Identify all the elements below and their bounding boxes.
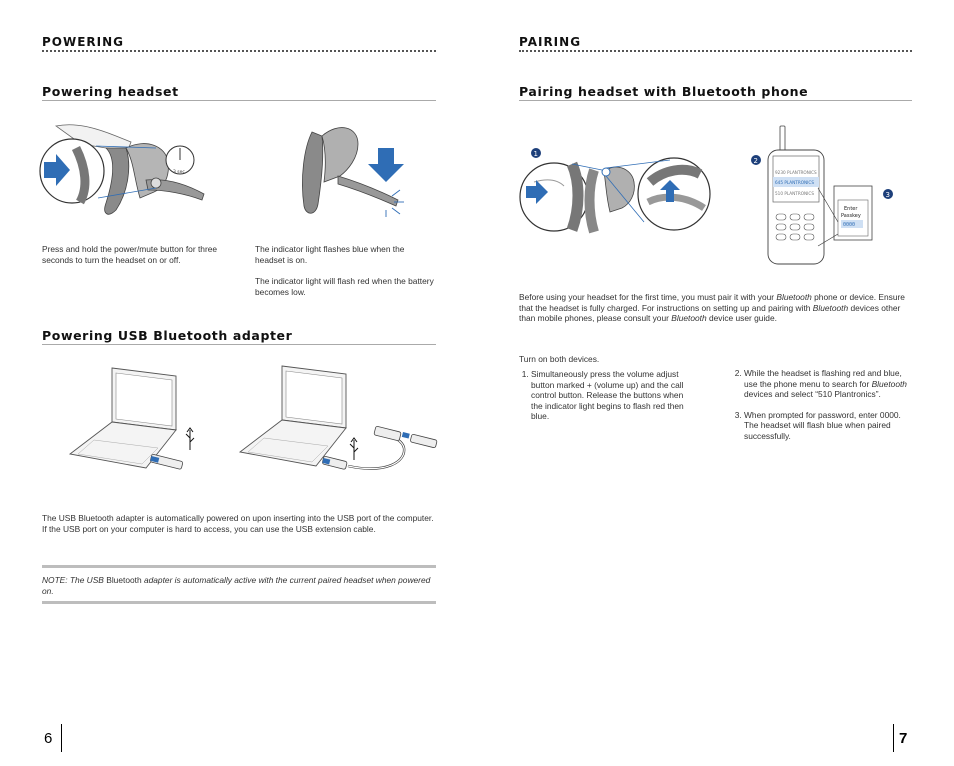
subsection-rule xyxy=(519,100,912,101)
subsection-rule xyxy=(42,100,436,101)
illustration-press-power-button xyxy=(36,118,241,238)
phone-list-item-1: 9230 PLANTRONICS xyxy=(775,170,817,175)
subsection-rule xyxy=(42,344,436,345)
intro-bluetooth-2: Bluetooth xyxy=(812,302,849,313)
section-title-pairing: PAIRING xyxy=(519,35,582,49)
illustration-phone-pairing xyxy=(748,122,898,267)
pairing-step-1: 1. Simultaneously press the volume adjust button marked + (volume up) and the call control button. Release the buttons when the indicator light begins to flash red then blue. xyxy=(531,369,689,422)
step2-bluetooth: Bluetooth xyxy=(871,378,907,389)
intro-bluetooth-3: Bluetooth xyxy=(671,313,707,324)
usb-note xyxy=(42,575,436,596)
subsection-title-powering-headset: Powering headset xyxy=(42,84,179,99)
phone-passkey-code: 0000 xyxy=(843,222,856,228)
intro-text-g: device user guide. xyxy=(706,313,777,324)
timer-label: 3 sec xyxy=(173,170,185,175)
phone-list-item-2: 645 PLANTRONICS xyxy=(775,180,814,185)
note-bottom-bar xyxy=(42,601,436,604)
illustration-headset-indicator xyxy=(282,118,412,223)
page-number-left: 6 xyxy=(44,730,53,747)
phone-list-item-3: 510 PLANTRONICS xyxy=(775,191,814,196)
intro-text-c: phone or device. Ensure that the headset is fully charged. For instructions on setting up and pairing with xyxy=(519,292,905,313)
page-number-right: 7 xyxy=(899,730,908,747)
note-prefix: NOTE: The USB xyxy=(42,575,107,585)
pairing-intro xyxy=(519,292,912,324)
usb-adapter-description: The USB Bluetooth adapter is automatically powered on upon inserting into the USB port of the computer. If the USB port on your computer is hard to access, you can use the USB extension cable. xyxy=(42,513,434,534)
intro-text-e: devices other than mobile phones, please consult your xyxy=(519,302,901,324)
pairing-steps-col2 xyxy=(732,368,912,452)
section-title-powering: POWERING xyxy=(42,35,125,49)
subsection-title-pairing-headset: Pairing headset with Bluetooth phone xyxy=(519,84,809,99)
note-suffix: adapter is automatically active with the current paired headset when powered on. xyxy=(42,575,431,596)
pairing-step-2 xyxy=(744,368,912,400)
step2-text-c: devices and select “510 Plantronics”. xyxy=(744,389,881,400)
section-divider xyxy=(42,50,436,52)
illustration-laptop-usb-extension-cable xyxy=(236,362,446,486)
intro-bluetooth-1: Bluetooth xyxy=(776,292,812,302)
subsection-title-powering-usb: Powering USB Bluetooth adapter xyxy=(42,328,293,343)
page-number-divider xyxy=(61,724,62,752)
note-top-bar xyxy=(42,565,436,568)
callout-2: 2 xyxy=(753,157,758,165)
pairing-steps-col1 xyxy=(519,369,689,432)
illustration-laptop-usb-adapter xyxy=(66,364,206,484)
note-bluetooth-word: Bluetooth xyxy=(106,575,142,585)
callout-3: 3 xyxy=(885,191,890,199)
intro-text-a: Before using your headset for the first time, you must pair it with your xyxy=(519,292,777,302)
pairing-step-3: 3. When prompted for password, enter 0000. The headset will flash blue when paired successfully. xyxy=(744,410,912,442)
phone-passkey-label: Passkey xyxy=(841,213,861,219)
turn-on-instruction: Turn on both devices. xyxy=(519,354,600,364)
caption-indicator-red: The indicator light will flash red when the battery becomes low. xyxy=(255,276,434,297)
illustration-pairing-buttons xyxy=(514,142,714,242)
section-divider xyxy=(519,50,912,52)
step2-text-a: While the headset is flashing red and blue, use the phone menu to search for xyxy=(744,368,902,389)
callout-1: 1 xyxy=(533,150,538,158)
page-number-divider xyxy=(893,724,894,752)
caption-indicator-blue: The indicator light flashes blue when the headset is on. xyxy=(255,244,405,265)
phone-enter-label: Enter xyxy=(844,206,858,212)
caption-press-and-hold: Press and hold the power/mute button for three seconds to turn the headset on or off. xyxy=(42,244,218,265)
